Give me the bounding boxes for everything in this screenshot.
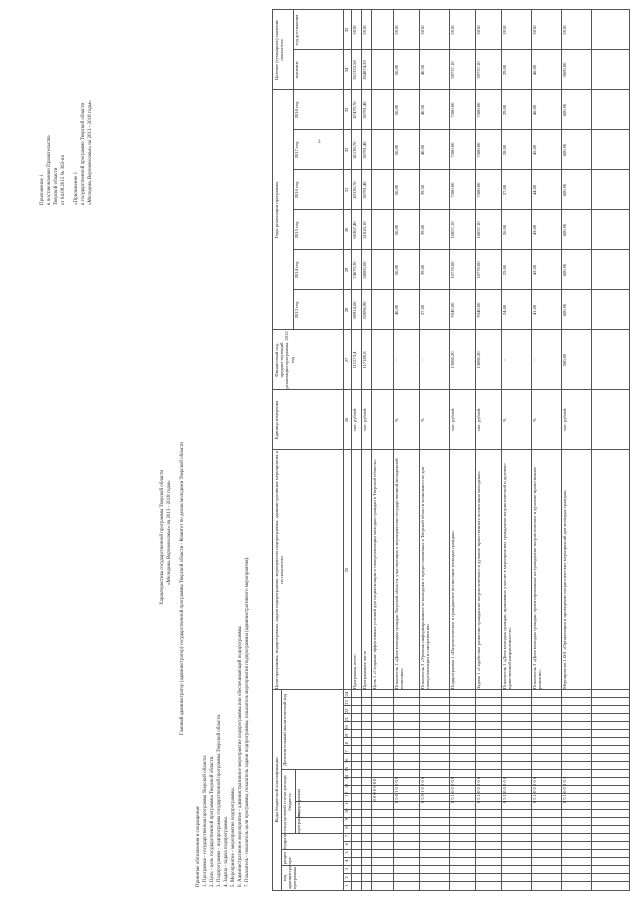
row-value-2012: - xyxy=(394,359,399,361)
row-target-value: 40,50 xyxy=(420,64,425,76)
appendix-line: к постановлению Правительства xyxy=(47,135,52,205)
row-code: 0 5 1 0 0 0 0 0 xyxy=(450,776,455,804)
column-number: 26 xyxy=(344,417,349,423)
appendix-line: «Приложение 1 xyxy=(74,171,79,205)
row-value-year: 600,00 xyxy=(562,183,567,197)
header-program: программа xyxy=(296,811,301,833)
row-code xyxy=(352,691,360,889)
row-code: 0 5 1 0 0 0 0 0 xyxy=(476,776,481,804)
row-year-achieved: 2018 xyxy=(450,25,455,35)
row-year-achieved: 2018 xyxy=(394,25,399,35)
header-admin-code: код администратора программы xyxy=(282,857,298,889)
row-value-year: 7580,00 xyxy=(450,102,455,118)
row-value-2012: 500,00 xyxy=(562,353,567,367)
column-number: 8 xyxy=(344,826,349,829)
row-code: 0 5 1 0 0 0 0 0 xyxy=(532,776,537,804)
row-value-2012: 111573,4 xyxy=(352,351,357,369)
row-name: Показатель 1 «Доля молодых граждан, принявших участие в мероприятиях гражданско-патриотической и духовно-нравственной направленности» xyxy=(502,462,513,689)
header-year: 2018 год xyxy=(294,101,299,119)
row-value-year xyxy=(372,171,392,209)
page-number: 3 xyxy=(318,140,321,145)
row-name: Программа, всего xyxy=(352,654,357,689)
row-value-year: 50,00 xyxy=(394,144,399,156)
row-unit: % xyxy=(532,418,537,422)
column-number: 31 xyxy=(344,187,349,193)
row-name: Показатель 2 «Доля молодых граждан, ориентированных на гражданско-патриотическое и духовно-нравственное развитие» xyxy=(532,466,543,689)
note-item: 6. Административное мероприятие - административное мероприятие подпрограммы или обеспечивающей подпрограммы. xyxy=(238,625,243,887)
row-value-year: 66367,40 xyxy=(352,221,357,239)
row-value-year: 50,00 xyxy=(394,264,399,276)
column-number: 11 xyxy=(344,800,349,805)
row-value-year: 16857,10 xyxy=(450,221,455,239)
row-year-achieved: 2018 xyxy=(352,25,357,35)
row-value-year: 600,00 xyxy=(562,103,567,117)
column-number: 35 xyxy=(344,27,349,33)
row-value-year: 47479,70 xyxy=(352,101,357,119)
row-value-2012: 117180,8 xyxy=(362,351,367,369)
row-value-year: 7580,00 xyxy=(476,182,481,198)
column-number: 5 xyxy=(344,851,349,854)
column-number: 33 xyxy=(344,107,349,113)
row-value-year: 43130,70 xyxy=(352,181,357,199)
row-target-value: 29,00 xyxy=(502,64,507,76)
header-year: 2015 год xyxy=(294,221,299,239)
row-value-year: 30791,40 xyxy=(362,141,367,159)
column-number: 12 xyxy=(344,791,349,797)
row-value-year: 44,00 xyxy=(532,184,537,196)
row-value-year: 39,00 xyxy=(420,224,425,236)
row-value-year: 600,00 xyxy=(562,143,567,157)
row-value-year: 74679,20 xyxy=(352,261,357,279)
row-target-value: 50,00 xyxy=(394,64,399,76)
row-value-year: 7580,00 xyxy=(476,142,481,158)
header-codes: Коды бюджетной классификации xyxy=(274,757,279,823)
row-value-year: 37,00 xyxy=(420,304,425,316)
header-csr: код целевой статьи расхода бюджета xyxy=(282,775,293,829)
column-number: 19 xyxy=(344,733,349,739)
row-value-year xyxy=(372,291,392,329)
note-item: 5. Мероприятие - мероприятие подпрограммы. xyxy=(231,787,236,887)
header-year: 2014 год xyxy=(294,261,299,279)
column-number: 3 xyxy=(344,868,349,871)
row-value-year: 50,00 xyxy=(394,224,399,236)
header-subprogram: подпрограмма xyxy=(296,788,301,817)
row-value-year: 39,00 xyxy=(420,264,425,276)
row-value-year: 29,00 xyxy=(502,104,507,116)
row-value-year: 10770,00 xyxy=(450,261,455,279)
row-value-2012: - xyxy=(532,359,537,361)
row-code: 0 5 1 0 0 1 0 1 xyxy=(562,776,567,804)
note-item: 4. Задача - задача подпрограммы. xyxy=(224,816,229,887)
row-unit xyxy=(372,391,392,449)
row-target-value: 361333,50 xyxy=(352,60,357,80)
row-value-year: 9340,00 xyxy=(450,302,455,318)
row-value-year: 41,00 xyxy=(532,304,537,316)
row-value-year: 45,00 xyxy=(532,144,537,156)
header-year: 2016 год xyxy=(294,181,299,199)
header-additional-code: Дополнительный аналитический код xyxy=(282,694,287,767)
header-year: 2017 год xyxy=(294,141,299,159)
row-name: Задача 1 «Содействие развитию гражданско-патриотического и духовно-нравственного воспитания молодежи» xyxy=(476,471,481,689)
header-razdel: раздел xyxy=(282,851,287,865)
column-number: 30 xyxy=(344,227,349,233)
table-grid-line xyxy=(273,89,629,90)
column-number: 28 xyxy=(344,307,349,313)
row-year-achieved: 2018 xyxy=(362,25,367,35)
row-value-year: 16857,10 xyxy=(476,221,481,239)
table-grid-line xyxy=(273,449,629,450)
row-value-year: 58085,00 xyxy=(362,261,367,279)
column-number: 32 xyxy=(344,147,349,153)
column-number: 22 xyxy=(344,708,349,714)
table-grid-line xyxy=(273,389,629,390)
row-target-value: 46,00 xyxy=(532,64,537,76)
note-item: 3. Подпрограмма - подпрограмма государственной программы Тверской области. xyxy=(217,713,222,887)
row-code: 0 0 0 0 0 0 0 xyxy=(372,778,377,802)
column-number: 29 xyxy=(344,267,349,273)
column-number: 20 xyxy=(344,725,349,730)
column-number: 21 xyxy=(344,716,349,722)
row-value-year: 42,00 xyxy=(532,264,537,276)
row-unit: % xyxy=(394,418,399,422)
row-value-year xyxy=(372,91,392,129)
notes-header: Принятые обозначения и сокращения: xyxy=(196,805,201,887)
column-number: 24 xyxy=(344,691,349,697)
row-value-2012: 13080,20 xyxy=(450,351,455,369)
row-value-year: 10770,00 xyxy=(476,261,481,279)
appendix-line: от 04.08.2015 № 363-пп xyxy=(61,154,66,205)
column-number: 16 xyxy=(344,758,349,764)
header-target-value: значение xyxy=(294,61,299,79)
row-year-achieved: 2018 xyxy=(562,25,567,35)
row-year-achieved: 2018 xyxy=(476,25,481,35)
column-number: 27 xyxy=(344,357,349,363)
row-code: 0 5 0 1 0 0 0 0 xyxy=(420,776,425,804)
characteristics-table xyxy=(272,9,630,891)
row-name: Программная часть xyxy=(362,650,367,689)
row-unit: тыс. рублей xyxy=(562,408,567,432)
header-name: Цели программы, подпрограммы, задачи подпрограммы, мероприятия подпрограммы, административные мероприятия и их показатели xyxy=(274,451,285,689)
row-name: Подпрограмма 1 «Патриотическое и гражданское воспитание молодых граждан» xyxy=(450,530,455,689)
table-grid-line xyxy=(591,10,592,890)
row-value-year: 51818,10 xyxy=(362,221,367,239)
row-name: Мероприятие 1.001 «Организация и проведение патриотических мероприятий для молодых граждан» xyxy=(562,489,567,689)
table-grid-line xyxy=(273,689,629,690)
row-value-year: 30791,40 xyxy=(362,181,367,199)
row-value-year xyxy=(372,211,392,249)
row-unit: тыс. рублей xyxy=(476,408,481,432)
row-value-year: 43,00 xyxy=(532,224,537,236)
row-target-value xyxy=(372,51,392,89)
row-unit: тыс. рублей xyxy=(450,408,455,432)
column-number: 18 xyxy=(344,741,349,747)
title-line-3: Главный администратор (администратор) государственной программы Тверской области - Комитет по делам молодежи Тверской области xyxy=(180,442,185,735)
row-value-year: 27,00 xyxy=(502,184,507,196)
row-value-year: 7580,00 xyxy=(450,142,455,158)
row-name: Показатель 1 «Доля молодых граждан Тверской области, участвующих в мероприятиях государственной молодежной политики» xyxy=(394,458,405,689)
row-value-2012: 13080,20 xyxy=(476,351,481,369)
row-target-value: 3600,00 xyxy=(562,62,567,78)
row-value-year: 7580,00 xyxy=(450,182,455,198)
row-unit: тыс. рублей xyxy=(352,408,357,432)
table-grid-line xyxy=(293,10,294,330)
row-value-year: 600,00 xyxy=(562,263,567,277)
column-number: 9 xyxy=(344,818,349,821)
row-target-value: 284874,20 xyxy=(362,60,367,80)
row-year-achieved xyxy=(372,11,392,49)
row-target-value: 59737,10 xyxy=(476,61,481,79)
header-years: Годы реализации программы xyxy=(274,181,279,239)
column-number: 15 xyxy=(344,766,349,772)
row-unit: тыс. рублей xyxy=(362,408,367,432)
row-value-year: 41130,70 xyxy=(352,141,357,159)
note-item: 7. Показатель - показатель цели программы, показатель задачи подпрограммы, показатель мероприятия подпрограммы (административного мероприятия). xyxy=(245,556,250,887)
title-line-2: «Молодежь Верхневолжья» на 2013 - 2018 годы» xyxy=(167,480,172,585)
header-year-achieved: год достижения xyxy=(294,14,299,46)
row-target-value: 59737,10 xyxy=(450,61,455,79)
row-value-year: 40,50 xyxy=(420,104,425,116)
column-number: 6 xyxy=(344,843,349,846)
row-value-year: 40,00 xyxy=(420,144,425,156)
row-code: 0 5 0 1 0 0 0 0 xyxy=(394,776,399,804)
table-grid-line xyxy=(295,770,296,834)
row-unit: % xyxy=(502,418,507,422)
column-number: 14 xyxy=(344,775,349,780)
row-value-year: 600,00 xyxy=(562,303,567,317)
appendix-line: Приложение 1 xyxy=(40,174,45,205)
header-target: Целевое (суммарное) значение показателя xyxy=(274,19,285,81)
row-value-year: 40,00 xyxy=(394,304,399,316)
appendix-line: «Молодежь Верхневолжья» на 2013 - 2018 годы» xyxy=(88,100,93,205)
row-value-year: 80914,00 xyxy=(352,301,357,319)
row-value-2012: - xyxy=(420,359,425,361)
appendix-line: Тверской области xyxy=(54,167,59,205)
row-value-year: 9340,00 xyxy=(476,302,481,318)
row-value-2012: - xyxy=(502,359,507,361)
column-number: 13 xyxy=(344,783,349,789)
row-value-year: 28,00 xyxy=(502,144,507,156)
row-value-2012 xyxy=(372,331,392,389)
row-unit: % xyxy=(420,418,425,422)
table-grid-line xyxy=(273,329,629,330)
header-unit: Единица измерения xyxy=(274,400,279,440)
header-year: 2013 год xyxy=(294,301,299,319)
title-line-1: Характеристика государственной программы Тверской области xyxy=(160,469,165,605)
row-year-achieved: 2018 xyxy=(502,25,507,35)
row-value-year: 25,00 xyxy=(502,264,507,276)
row-value-year: 39,50 xyxy=(420,184,425,196)
header-podrazdel: подраздел xyxy=(282,829,287,849)
appendix-line: к государственной программе Тверской области xyxy=(81,102,86,205)
row-value-year: 50,00 xyxy=(394,184,399,196)
row-code: 0 5 1 0 0 0 0 0 xyxy=(502,776,507,804)
row-value-year xyxy=(372,131,392,169)
row-name: Показатель 2 «Уровень информированности молодежи о предоставляемых в Тверской области возможностях для самореализации и саморазвития» xyxy=(420,467,431,689)
column-number: 25 xyxy=(344,567,349,573)
row-code xyxy=(362,691,370,889)
row-value-year: 46,00 xyxy=(532,104,537,116)
row-value-year: 30791,40 xyxy=(362,101,367,119)
column-number: 10 xyxy=(344,808,349,814)
column-number: 17 xyxy=(344,750,349,755)
row-value-year: 26,00 xyxy=(502,224,507,236)
row-value-year: 7580,00 xyxy=(476,102,481,118)
row-year-achieved: 2018 xyxy=(420,25,425,35)
column-number: 4 xyxy=(344,859,349,862)
column-number: 34 xyxy=(344,67,349,73)
note-item: 1. Программа - государственная программа Тверской области. xyxy=(203,754,208,887)
row-value-year xyxy=(372,251,392,289)
row-value-year: 600,00 xyxy=(562,223,567,237)
row-value-year: 82096,90 xyxy=(362,301,367,319)
note-item: 2. Цель - цель государственной программы Тверской области. xyxy=(210,755,215,887)
column-number: 2 xyxy=(344,876,349,879)
table-grid-line xyxy=(281,690,282,890)
column-number: 23 xyxy=(344,700,349,705)
row-name: Цель 1 «Создание эффективных условий для социализации и самореализации молодых граждан в Тверской области» xyxy=(372,459,377,689)
row-value-year: 50,00 xyxy=(394,104,399,116)
row-year-achieved: 2018 xyxy=(532,25,537,35)
column-number: 7 xyxy=(344,834,349,837)
row-value-year: 24,00 xyxy=(502,304,507,316)
column-number: 1 xyxy=(344,884,349,887)
header-fin-2012: Финансовый год, предшествующий реализации программы, 2012 год xyxy=(274,331,295,389)
